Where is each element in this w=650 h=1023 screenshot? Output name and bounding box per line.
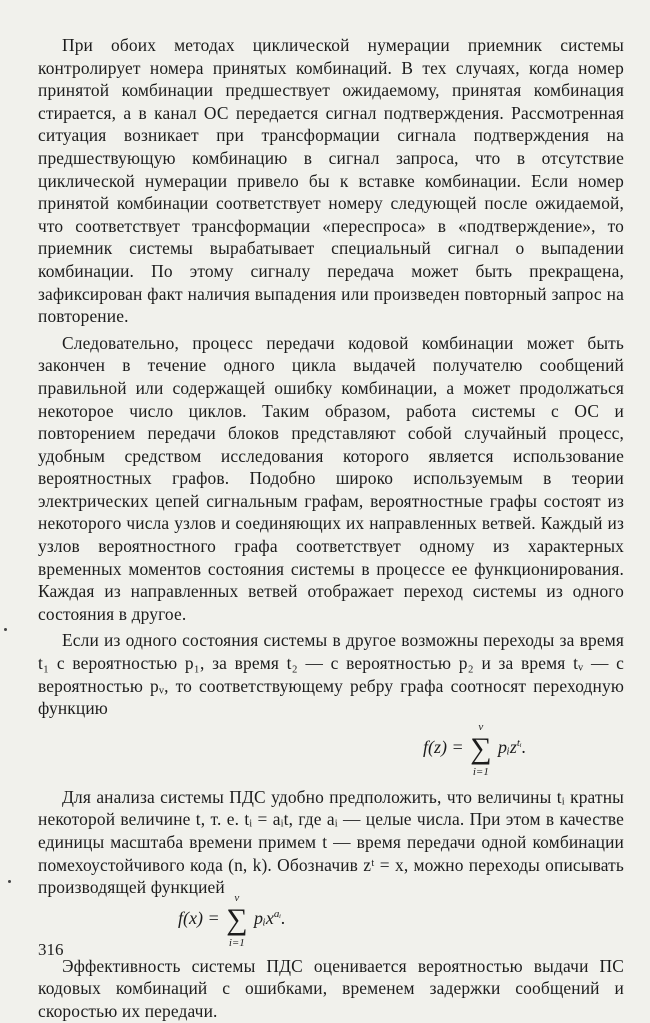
sum-top-2: ν (234, 891, 240, 904)
formula-1-end: . (521, 736, 527, 757)
scan-speck (8, 880, 11, 883)
paragraph-5: Эффективность системы ПДС оценивается вероятностью выдачи ПС кодовых комбинаций с ошибками, временем задержки сообщений и скоростью их передачи. (38, 955, 624, 1021)
sum-bottom-2: i=1 (228, 936, 245, 949)
formula-2-term: pᵢx (254, 907, 274, 928)
sum-sign: ∑ ν i=1 (470, 720, 492, 778)
scan-speck (4, 628, 7, 631)
formula-1-lhs: f(z) = (423, 736, 464, 757)
paragraph-1: При обоих методах циклической нумерации приемник системы контролирует номера принятых комбинаций. В тех случаях, когда номер принятой комбинации предшествует ожидаемому, принятая комбинация стирается, а в канал ОС передается сигнал подтверждения. Рассмотренная ситуация возникает при трансформации сигнала подтверждения на предшествующую комбинацию в сигнал запроса, что в отсутствие циклической нумерации привело бы к вставке комбинации. Если номер принятой комбинации соответствует номеру следующей после ожидаемой, что соответствует трансформации «переспроса» в «подтверждение», то приемник системы вырабатывает специальный сигнал о выпадении комбинации. По этому сигналу передача может быть прекращена, зафиксирован факт наличия выпадения или произведен повторный запрос на повторение. (38, 35, 624, 327)
paragraph-3: Если из одного состояния системы в другое возможны переходы за время t₁ с вероятностью p₁, за время t₂ — с вероятностью p₂ и за время tᵥ — с вероятностью pᵥ, то соответствующему ребру графа соотносят переходную функцию (38, 630, 624, 719)
sum-top: ν (478, 720, 484, 733)
sum-bottom: i=1 (472, 765, 489, 778)
page-body (38, 34, 624, 1023)
formula-1-line (38, 720, 624, 780)
sum-sign-2: ∑ ν i=1 (226, 891, 248, 949)
paragraph-2: Следовательно, процесс передачи кодовой комбинации может быть закончен в течение одного цикла выдачей получателю сообщений правильной или содержащей ошибку комбинации, а может продолжаться некоторое число циклов. Таким образом, работа системы с ОС и повторением передачи блоков представляют собой случайный процесс, удобным средством исследования которого является использование вероятностных графов. Подобно широко используемым в теории электрических цепей сигнальным графам, вероятностные графы состоят из некоторого числа узлов и соединяющих их направленных ветвей. Каждый из узлов вероятностного графа соответствует одному из характерных временных моментов состояния системы в процессе ее функционирования. Каждая из направленных ветвей отображает переход системы из одного состояния в другое. (38, 332, 624, 624)
page-number: 316 (38, 940, 64, 959)
paragraph-4: Для анализа системы ПДС удобно предположить, что величины tᵢ кратны некоторой величине t, т. е. tᵢ = aᵢt, где aᵢ — целые числа. При этом в качестве единицы масштаба времени примем t — время передачи одной комбинации помехоустойчивого кода (n, k). Обозначив zᵗ = x, можно переходы описывать производящей функцией (38, 786, 624, 898)
formula-1-exp: tᵢ (516, 736, 522, 749)
formula-1-term: pᵢz (498, 736, 517, 757)
formula-2 (178, 891, 286, 949)
formula-2-exp: aᵢ (273, 907, 282, 920)
formula-2-end: . (281, 907, 286, 928)
formula-1 (423, 720, 527, 778)
formula-2-lhs: f(x) = (178, 907, 220, 928)
formula-2-line (38, 891, 624, 949)
